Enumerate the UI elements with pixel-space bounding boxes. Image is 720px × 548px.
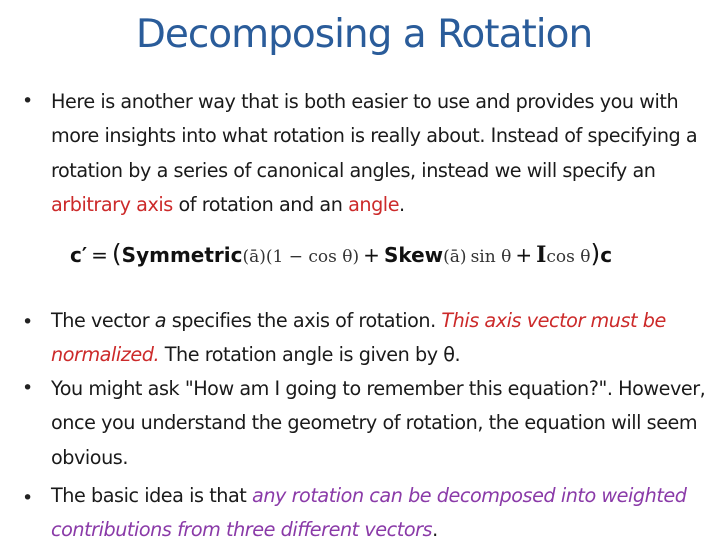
bullet-1-highlight-axis: arbitrary axis xyxy=(51,193,173,217)
bullet-2-text: The vector xyxy=(51,309,155,332)
equation-plus-1: + xyxy=(363,243,380,267)
equation-symmetric: Symmetric xyxy=(121,243,243,267)
bullet-marker: • xyxy=(22,311,34,333)
bullet-marker: • xyxy=(22,487,34,509)
equation-close-paren: ) xyxy=(590,239,601,268)
bullet-1-paragraph xyxy=(51,85,717,223)
equation-lhs: c′ xyxy=(70,243,88,267)
bullet-1-text-mid: of rotation and an xyxy=(172,193,349,217)
equation-one-minus-cos: (1 − cos θ) xyxy=(265,247,360,267)
bullet-2-highlight-normalized: This axis vector must be normalized. xyxy=(51,309,666,367)
bullet-4-text-end: . xyxy=(432,518,438,542)
bullet-marker: • xyxy=(22,377,34,399)
bullet-2-paragraph xyxy=(51,304,717,373)
rotation-equation xyxy=(70,239,680,268)
equation-skew: Skew xyxy=(383,243,444,267)
bullet-2-text-mid: specifies the axis of rotation. xyxy=(166,309,442,332)
equation-rhs: c xyxy=(600,243,613,267)
bullet-4-paragraph xyxy=(51,479,717,548)
equation-open-paren: ( xyxy=(111,239,122,268)
bullet-4-highlight: any rotation can be decomposed into weighted contributions from three different vectors xyxy=(51,484,687,542)
bullet-1-text: Here is another way that is both easier to use and provides you with more insights into what rotation is really about. Instead of specifying a rotation by a series of canonical angles, instead we will specify an xyxy=(51,90,698,182)
equation-symmetric-arg: (ā) xyxy=(242,247,266,267)
bullet-4-text: The basic idea is that xyxy=(51,484,253,507)
bullet-1-highlight-angle: angle xyxy=(348,193,400,217)
equation-cos: cos θ xyxy=(546,247,591,267)
bullet-marker: • xyxy=(22,90,34,112)
bullet-3-paragraph: You might ask "How am I going to remember this equation?". However, once you understand the geometry of rotation, the equation will seem obvious. xyxy=(51,377,706,469)
equation-sin: sin θ xyxy=(470,247,512,267)
equation-identity: I xyxy=(536,242,547,268)
bullet-2-vector-a: a xyxy=(154,309,167,332)
slide-title: Decomposing a Rotation xyxy=(135,12,593,57)
bullet-1-text-end: . xyxy=(399,193,405,217)
equation-plus-2: + xyxy=(515,243,533,267)
bullet-2-text-end: The rotation angle is given by θ. xyxy=(159,343,461,367)
equation-equals: = xyxy=(91,243,108,267)
equation-skew-arg: (ā) xyxy=(443,247,467,267)
